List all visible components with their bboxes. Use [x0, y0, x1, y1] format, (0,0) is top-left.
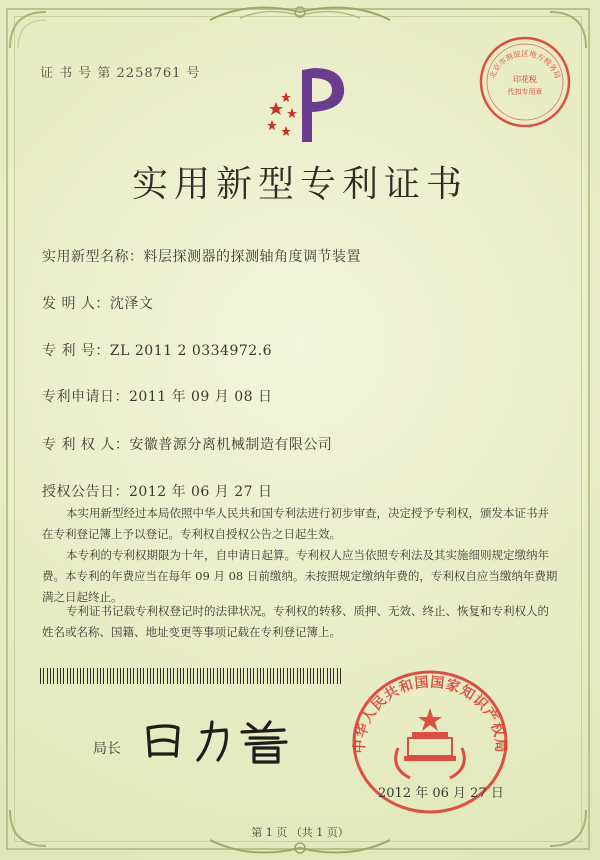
barcode-bar [183, 668, 184, 684]
barcode-bar [53, 668, 54, 684]
director-signature-icon [138, 716, 298, 766]
tax-seal-icon [475, 32, 575, 132]
director-label: 局长 [93, 741, 121, 757]
barcode-bar [207, 668, 208, 684]
barcode-bar [153, 668, 154, 684]
barcode-bar [43, 668, 44, 684]
barcode-bar [320, 668, 321, 684]
paragraph-legal-status: 专利证书记载专利权登记时的法律状况。专利权的转移、质押、无效、终止、恢复和专利权人的姓名或名称、国籍、地址变更等事项记载在专利登记簿上。 [42, 604, 549, 639]
paragraph-term: 本专利的专利权期限为十年，自申请日起算。专利权人应当依照专利法及其实施细则规定缴纳年费。本专利的年费应当在每年 09 月 08 日前缴纳。未按照规定缴纳年费的，专利权自应当缴纳年费期满之日起终止。 [42, 548, 558, 604]
barcode-bar [80, 668, 81, 684]
field-utility-model-name [42, 246, 361, 266]
field-application-date [42, 386, 273, 406]
barcode-bar [40, 668, 41, 684]
barcode-bar [103, 668, 104, 684]
barcode-bar [180, 668, 181, 684]
barcode-bar [273, 668, 274, 684]
field-value: 沈泽文 [109, 296, 154, 312]
barcode-bar [300, 668, 301, 684]
patent-office-logo-icon [262, 62, 352, 150]
field-value: 2011 年 09 月 08 日 [129, 389, 273, 405]
barcode-bar [293, 668, 294, 684]
barcode-bar [100, 668, 101, 684]
barcode-bar [77, 668, 78, 684]
barcode-bar [237, 668, 238, 684]
barcode-bar [133, 668, 134, 684]
corner-ornament-icon [6, 790, 66, 850]
paragraph-grant: 本实用新型经过本局依照中华人民共和国专利法进行初步审查，决定授予专利权，颁发本证书并在专利登记簿上予以登记。专利权自授权公告之日起生效。 [42, 506, 549, 541]
field-value: ZL 2011 2 0334972.6 [109, 343, 273, 359]
top-ornament-icon [200, 0, 400, 26]
barcode-bar [197, 668, 198, 684]
seal-small-center: 印花税 [513, 75, 537, 84]
barcode-bar [127, 668, 128, 684]
barcode-bar [267, 668, 268, 684]
barcode-bar [83, 668, 84, 684]
barcode-bar [203, 668, 204, 684]
barcode-bar [223, 668, 224, 684]
field-publication-date [42, 481, 273, 501]
barcode-bar [230, 668, 231, 684]
barcode-bar [147, 668, 148, 684]
barcode-bar [87, 668, 88, 684]
barcode-bar [107, 668, 108, 684]
barcode-bar [310, 668, 311, 684]
barcode-bar [280, 668, 281, 684]
barcode-bar [167, 668, 168, 684]
barcode-bar [323, 668, 324, 684]
barcode-bar [217, 668, 218, 684]
corner-ornament-icon [530, 790, 590, 850]
barcode-bar [90, 668, 91, 684]
barcode-bar [173, 668, 174, 684]
field-label: 专 利 号： [42, 343, 110, 359]
barcode-bar [327, 668, 328, 684]
barcode-bar [317, 668, 318, 684]
barcode-bar [143, 668, 144, 684]
seal-date: 2012 年 06 月 27 日 [378, 786, 504, 801]
barcode-bar [50, 668, 51, 684]
barcode-bar [193, 668, 194, 684]
barcode-bar [117, 668, 118, 684]
barcode-bar [190, 668, 191, 684]
field-label: 专 利 权 人： [42, 437, 130, 453]
barcode-bar [187, 668, 188, 684]
seal-small-center2: 代扣专用章 [507, 88, 543, 96]
barcode-bar [297, 668, 298, 684]
barcode-bar [210, 668, 211, 684]
barcode-bar [163, 668, 164, 684]
barcode-bar [70, 668, 71, 684]
barcode-bar [123, 668, 124, 684]
barcode-bar [247, 668, 248, 684]
barcode-bar [60, 668, 61, 684]
seal-big-text: 中华人民共和国国家知识产权局 [351, 674, 509, 754]
barcode-bar [67, 668, 68, 684]
barcode-bar [333, 668, 334, 684]
barcode-bar [177, 668, 178, 684]
barcode-bar [263, 668, 264, 684]
field-label: 发 明 人： [42, 296, 110, 312]
barcode-bar [57, 668, 58, 684]
barcode-bar [313, 668, 314, 684]
barcode-bar [130, 668, 131, 684]
barcode-bar [340, 668, 341, 684]
barcode-bar [157, 668, 158, 684]
barcode-bar [277, 668, 278, 684]
seal-small-text: 北京市海淀区地方税务局 [487, 49, 563, 80]
barcode-icon [40, 668, 345, 684]
barcode-bar [303, 668, 304, 684]
field-value: 安徽普源分离机械制造有限公司 [129, 437, 333, 453]
field-patentee [42, 434, 332, 454]
corner-ornament-icon [6, 8, 66, 68]
barcode-bar [110, 668, 111, 684]
barcode-bar [73, 668, 74, 684]
barcode-bar [120, 668, 121, 684]
barcode-bar [330, 668, 331, 684]
barcode-bar [240, 668, 241, 684]
field-value: 2012 年 06 月 27 日 [129, 484, 273, 500]
field-label: 授权公告日： [42, 484, 129, 500]
barcode-bar [140, 668, 141, 684]
barcode-bar [290, 668, 291, 684]
barcode-bar [63, 668, 64, 684]
barcode-bar [307, 668, 308, 684]
barcode-bar [97, 668, 98, 684]
field-value: 料层探测器的探测轴角度调节装置 [143, 249, 361, 265]
barcode-bar [93, 668, 94, 684]
barcode-bar [227, 668, 228, 684]
barcode-bar [213, 668, 214, 684]
barcode-bar [337, 668, 338, 684]
field-patent-number [42, 340, 272, 360]
field-label: 实用新型名称： [42, 249, 144, 265]
certificate-number: 证 书 号 第 2258761 号 [40, 66, 201, 81]
barcode-bar [47, 668, 48, 684]
barcode-bar [150, 668, 151, 684]
barcode-bar [270, 668, 271, 684]
barcode-bar [283, 668, 284, 684]
barcode-bar [113, 668, 114, 684]
barcode-bar [160, 668, 161, 684]
certificate-title: 实用新型专利证书 [131, 164, 468, 205]
barcode-bar [233, 668, 234, 684]
barcode-bar [170, 668, 171, 684]
barcode-bar [243, 668, 244, 684]
page-number: 第 1 页 （共 1 页） [251, 826, 349, 839]
barcode-bar [220, 668, 221, 684]
barcode-bar [260, 668, 261, 684]
barcode-bar [253, 668, 254, 684]
field-label: 专利申请日： [42, 389, 129, 405]
barcode-bar [257, 668, 258, 684]
barcode-bar [137, 668, 138, 684]
barcode-bar [287, 668, 288, 684]
field-inventor [42, 293, 153, 313]
barcode-bar [200, 668, 201, 684]
barcode-bar [250, 668, 251, 684]
